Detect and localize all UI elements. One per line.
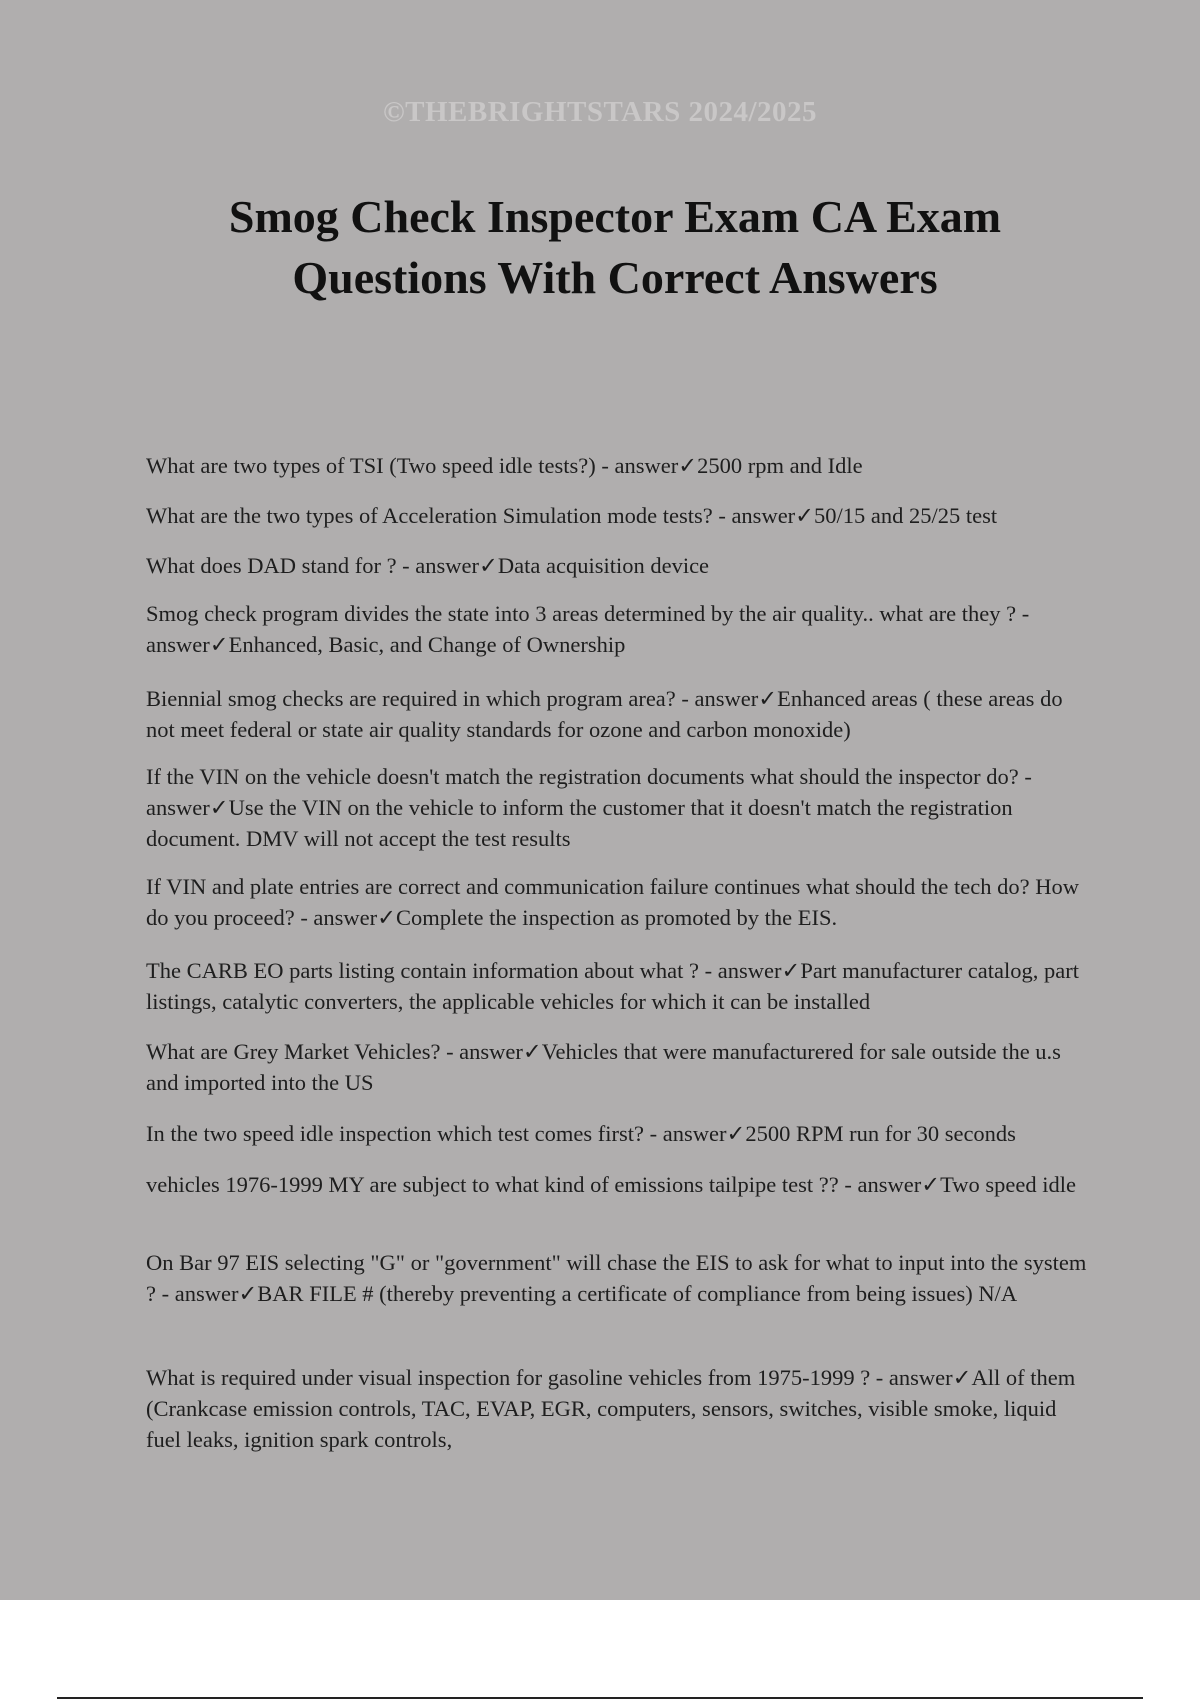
qa-item: On Bar 97 EIS selecting "G" or "government" will chase the EIS to ask for what to input into the system ? - answer✓BAR FILE # (thereby preventing a certificate of compliance from being issues) N/A (146, 1250, 1087, 1306)
qa-item: What are two types of TSI (Two speed idle tests?) - answer✓2500 rpm and Idle (146, 453, 863, 478)
page-title: Smog Check Inspector Exam CA Exam Questions With Correct Answers (228, 191, 1002, 303)
qa-item: What is required under visual inspection for gasoline vehicles from 1975-1999 ? - answer✓All of them (Crankcase emission controls, TAC, EVAP, EGR, computers, sensors, switches, visible smoke, liquid fuel leaks, ignition spark controls, (146, 1365, 1076, 1452)
qa-item: What are the two types of Acceleration Simulation mode tests? - answer✓50/15 and 25/25 test (146, 503, 998, 528)
qa-item: If the VIN on the vehicle doesn't match the registration documents what should the inspector do? - answer✓Use the VIN on the vehicle to inform the customer that it doesn't match the registration document. DMV will not accept the test results (146, 764, 1032, 851)
qa-item: What does DAD stand for ? - answer✓Data acquisition device (146, 553, 710, 578)
watermark: ©THEBRIGHTSTARS 2024/2025 (382, 96, 818, 128)
qa-item: Biennial smog checks are required in which program area? - answer✓Enhanced areas ( these areas do not meet federal or state air quality standards for ozone and carbon monoxide) (146, 686, 1063, 742)
qa-item: The CARB EO parts listing contain information about what ? - answer✓Part manufacturer catalog, part listings, catalytic converters, the applicable vehicles for which it can be installed (146, 958, 1079, 1014)
footer-rule (57, 1697, 1143, 1699)
qa-item: What are Grey Market Vehicles? - answer✓Vehicles that were manufacturered for sale outside the u.s and imported into the US (146, 1039, 1061, 1095)
qa-item: In the two speed idle inspection which test comes first? - answer✓2500 RPM run for 30 seconds (146, 1121, 1016, 1146)
qa-item: vehicles 1976-1999 MY are subject to what kind of emissions tailpipe test ?? - answer✓Two speed idle (146, 1172, 1076, 1197)
qa-item: If VIN and plate entries are correct and communication failure continues what should the tech do? How do you proceed? - answer✓Complete the inspection as promoted by the EIS. (146, 874, 1080, 930)
qa-item: Smog check program divides the state into 3 areas determined by the air quality.. what are they ? - answer✓Enhanced, Basic, and Change of Ownership (146, 601, 1030, 657)
